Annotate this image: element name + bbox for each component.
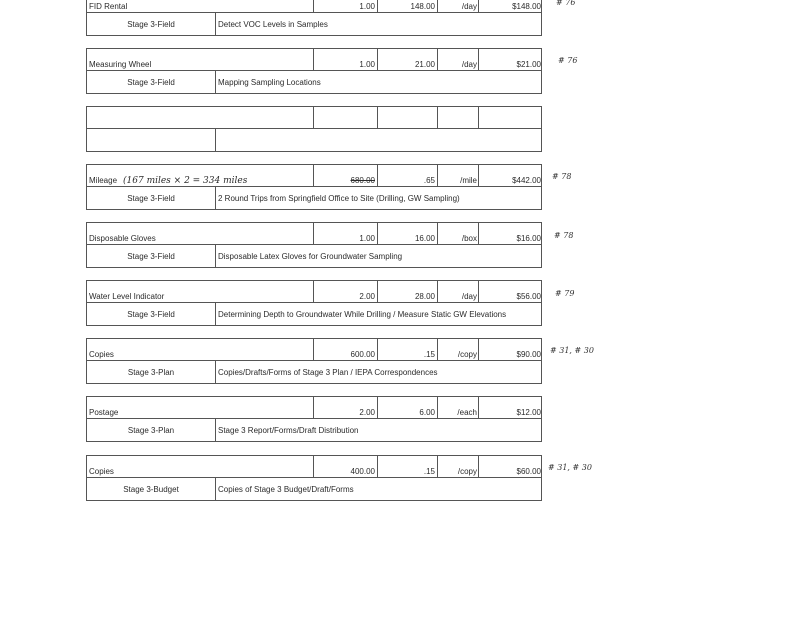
expense-line [86, 0, 542, 13]
line-total: $12.00 [516, 408, 541, 417]
column-divider [215, 303, 216, 325]
item-name: Copies [89, 467, 114, 476]
rate: 21.00 [414, 60, 435, 69]
column-divider [215, 187, 216, 209]
description: 2 Round Trips from Springfield Office to Site (Drilling, GW Sampling) [218, 194, 460, 203]
unit: /day [461, 60, 477, 69]
stage-label: Stage 3-Field [127, 310, 175, 319]
quantity: 1.00 [359, 234, 375, 243]
expense-detail [86, 129, 542, 152]
line-total: $148.00 [512, 2, 541, 11]
stage-label: Stage 3-Plan [127, 426, 175, 435]
quantity: 600.00 [350, 350, 375, 359]
handwritten-note: # 31, # 30 [550, 346, 594, 355]
column-divider [313, 107, 314, 128]
column-divider [377, 107, 378, 128]
line-total: $60.00 [516, 467, 541, 476]
column-divider [215, 245, 216, 267]
description: Copies of Stage 3 Budget/Draft/Forms [218, 485, 354, 494]
rate: .65 [423, 176, 435, 185]
unit: /copy [457, 350, 477, 359]
expense-entry [86, 396, 542, 442]
expense-line [86, 396, 542, 419]
item-name: Copies [89, 350, 114, 359]
expense-line [86, 338, 542, 361]
column-divider [215, 361, 216, 383]
column-divider [215, 129, 216, 151]
handwritten-note: # 79 [555, 289, 575, 298]
column-divider [437, 107, 438, 128]
quantity: 2.00 [359, 408, 375, 417]
expense-line [86, 222, 542, 245]
column-divider [215, 71, 216, 93]
expense-detail [86, 71, 542, 94]
line-total: $90.00 [516, 350, 541, 359]
stage-label: Stage 3-Field [127, 252, 175, 261]
description: Mapping Sampling Locations [218, 78, 321, 87]
stage-label: Stage 3-Plan [127, 368, 175, 377]
item-name [89, 107, 309, 128]
rate: 6.00 [419, 408, 435, 417]
unit: /day [461, 2, 477, 11]
expense-entry [86, 338, 542, 384]
quantity: 400.00 [350, 467, 375, 476]
unit: /mile [460, 176, 477, 185]
expense-detail [86, 303, 542, 326]
item-name: Mileage (167 miles × 2 = 334 miles [89, 176, 248, 186]
item-name: Postage [89, 408, 119, 417]
expense-line [86, 280, 542, 303]
handwritten-note: # 78 [552, 172, 572, 181]
unit: /day [461, 292, 477, 301]
description: Determining Depth to Groundwater While Drilling / Measure Static GW Elevations [218, 310, 507, 319]
column-divider [478, 107, 479, 128]
description: Disposable Latex Gloves for Groundwater Sampling [218, 252, 403, 261]
unit: /copy [457, 467, 477, 476]
expense-entry [86, 48, 542, 94]
expense-entry-empty [86, 106, 542, 152]
quantity: 1.00 [359, 2, 375, 11]
expense-line [86, 455, 542, 478]
quantity: 680.00 [350, 176, 375, 185]
rate: 16.00 [414, 234, 435, 243]
stage-label: Stage 3-Field [127, 194, 175, 203]
handwritten-mileage-calc: (167 miles × 2 = 334 miles [123, 176, 248, 186]
expense-detail [86, 419, 542, 442]
expense-detail [86, 245, 542, 268]
handwritten-note: # 78 [554, 231, 574, 240]
stage-label: Stage 3-Field [127, 20, 175, 29]
expense-line [86, 48, 542, 71]
description: Detect VOC Levels in Samples [218, 20, 328, 29]
handwritten-note: # 31, # 30 [548, 463, 592, 472]
item-name: Measuring Wheel [89, 60, 152, 69]
expense-detail [86, 187, 542, 210]
description: Stage 3 Report/Forms/Draft Distribution [218, 426, 359, 435]
line-total: $56.00 [516, 292, 541, 301]
item-name: FID Rental [89, 2, 128, 11]
expense-line [86, 106, 542, 129]
line-total: $16.00 [516, 234, 541, 243]
unit: /each [457, 408, 477, 417]
quantity: 1.00 [359, 60, 375, 69]
description: Copies/Drafts/Forms of Stage 3 Plan / IEPA Correspondences [218, 368, 438, 377]
column-divider [215, 13, 216, 35]
line-total: $21.00 [516, 60, 541, 69]
expense-detail [86, 361, 542, 384]
expense-entry [86, 222, 542, 268]
rate: .15 [423, 350, 435, 359]
handwritten-note: # 76 [556, 0, 576, 7]
line-total: $442.00 [512, 176, 541, 185]
expense-entry [86, 0, 542, 36]
item-name: Disposable Gloves [89, 234, 156, 243]
column-divider [215, 419, 216, 441]
handwritten-note: # 76 [558, 56, 578, 65]
rate: 28.00 [414, 292, 435, 301]
rate: .15 [423, 467, 435, 476]
expense-entry [86, 455, 542, 501]
stage-label: Stage 3-Field [127, 78, 175, 87]
expense-line [86, 164, 542, 187]
expense-detail [86, 13, 542, 36]
expense-detail [86, 478, 542, 501]
expense-entry [86, 164, 542, 210]
column-divider [215, 478, 216, 500]
quantity: 2.00 [359, 292, 375, 301]
expense-entry [86, 280, 542, 326]
unit: /box [461, 234, 477, 243]
rate: 148.00 [410, 2, 435, 11]
item-name: Water Level Indicator [89, 292, 165, 301]
stage-label: Stage 3-Budget [123, 485, 179, 494]
